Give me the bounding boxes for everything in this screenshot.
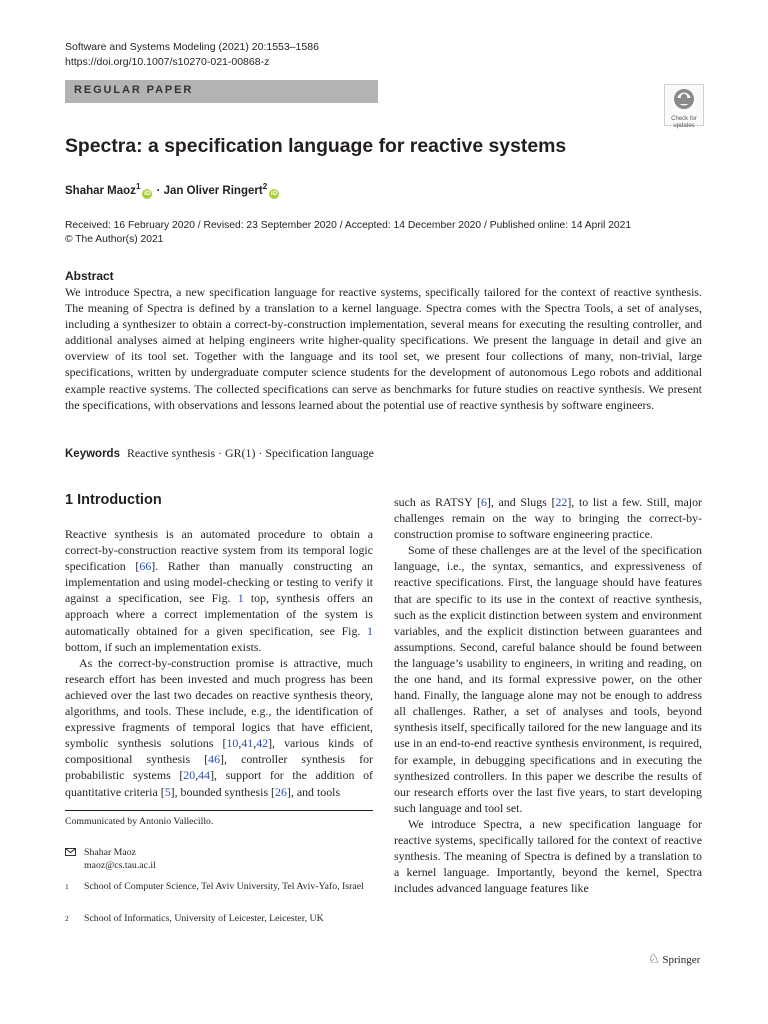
right-column bbox=[394, 494, 702, 896]
communicated-by: Communicated by Antonio Vallecillo. bbox=[65, 816, 214, 827]
check-for-updates-line2: updates bbox=[673, 123, 695, 129]
paragraph: As the correct-by-construction promise is attractive, much research effort has been invested and much progress has been achieved over the last two decades on reactive synthesis theory, algorithms, and tools. These include, e.g., the identification of expressive fragments of temporal logics that have efficient, symbolic synthesis solutions [10,41,42], various kinds of compositional synthesis [46], controller synthesis for probabilistic systems [20,44], support for the addition of quantitative criteria [5], bounded synthesis [26], and tools bbox=[65, 655, 374, 799]
affiliation bbox=[65, 912, 373, 925]
keywords-text: Reactive synthesis · GR(1) · Specification language bbox=[126, 446, 374, 460]
footnote-divider bbox=[65, 810, 373, 811]
author-name: Jan Oliver Ringert bbox=[163, 184, 263, 197]
section-title: Introduction bbox=[77, 492, 162, 508]
paper-title: Spectra: a specification language for reactive systems bbox=[65, 135, 567, 157]
affiliation-number: 2 bbox=[65, 914, 69, 923]
paragraph: Some of these challenges are at the level of the specification language, i.e., the syntax, semantics, and expressiveness of reactive specifications. First, the language should have features that are specific to its use in the context of reactive synthesis, such as the explicit distinction between system and environment variables, and the explicit distinction between guarantees and assumptions. Second, careful balance should be found between the language’s usability to engineers, in writing and reading, on the one hand, and its formal expressive power, on the other hand. Finally, the language alone may not be enough to address all challenges. Rather, a set of analyses and tools, beyond synthesis itself, specifically tailored for the new language and its use in an end-to-end reactive synthesis environment, is required, for example, in debugging specifications and in executing the synthesized controllers. In this paper we describe the results of our research efforts over the last five years, to start developing such language and tool set. bbox=[394, 543, 702, 815]
affiliation-text: School of Informatics, University of Leicester, Leicester, UK bbox=[84, 913, 324, 924]
keywords-label: Keywords bbox=[65, 448, 120, 460]
paragraph: Reactive synthesis is an automated procedure to obtain a correct-by-construction reactive system from its temporal logic specification [66]. Rather than manually constructing an implementation and using model-checking or testing to verify it against a specification, see Fig. 1 top, synthesis offers an approach where a correct implementation of the system is automatically obtained for a given specification, see Fig. 1 bottom, if such an implementation exists. bbox=[65, 527, 373, 654]
citation-link[interactable]: 10 bbox=[226, 736, 239, 751]
publication-dates: Received: 16 February 2020 / Revised: 23 September 2020 / Accepted: 14 December 2020 / Published online: 14 April 2021 bbox=[65, 220, 632, 231]
author-affiliation-mark: 2 bbox=[262, 182, 268, 191]
citation-link[interactable]: 41 bbox=[241, 736, 254, 751]
orcid-icon[interactable]: iD bbox=[270, 189, 278, 197]
affiliation-text: School of Computer Science, Tel Aviv University, Tel Aviv-Yafo, Israel bbox=[84, 881, 364, 892]
keywords-line bbox=[65, 445, 374, 462]
journal-header bbox=[65, 40, 319, 70]
affiliation-number: 1 bbox=[65, 882, 69, 891]
citation-link[interactable]: 6 bbox=[480, 495, 487, 509]
abstract-text: We introduce Spectra, a new specification language for reactive systems, specifically tailored for the context of reactive synthesis. The meaning of Spectra is defined by a translation to a kernel language. Spectra comes with the Spectra Tools, a set of analyses, including a synthesizer to obtain a correct-by-construction implementation, several means for executing the resulting controller, and additional analyses aimed at helping engineers write higher-quality specifications. We present the language in detail and give an overview of its tool set. Together with the language and its tool set, we present four collections of many, non-trivial, large specifications, written by undergraduate computer science students for the development of autonomous Lego robots and additional example reactive systems. The collected specifications can serve as benchmarks for future studies on reactive synthesis. We present the specifications, with observations and lessons learned about the potential use of reactive synthesis by software engineers. bbox=[65, 285, 702, 412]
author-email[interactable]: maoz@cs.tau.ac.il bbox=[84, 860, 156, 872]
citation-link[interactable]: 5 bbox=[164, 784, 171, 799]
abstract-heading: Abstract bbox=[65, 269, 114, 283]
citation-link[interactable]: 22 bbox=[555, 495, 568, 509]
section-number: 1 bbox=[65, 492, 74, 508]
citation-link[interactable]: 26 bbox=[275, 784, 287, 799]
paragraph: such as RATSY [6], and Slugs [22], to list a few. Still, major challenges remain on the way to bringing the correct-by-construction promise to software engineering practice. bbox=[394, 495, 702, 542]
copyright-notice: © The Author(s) 2021 bbox=[65, 234, 164, 245]
citation-link[interactable]: 44 bbox=[198, 768, 211, 783]
doi-link[interactable]: https://doi.org/10.1007/s10270-021-00868-z bbox=[65, 56, 270, 68]
publisher-logo bbox=[648, 952, 700, 967]
author-affiliation-mark: 1 bbox=[135, 182, 141, 191]
check-for-updates-badge[interactable] bbox=[664, 84, 704, 129]
citation-link[interactable]: 1 bbox=[237, 591, 244, 606]
article-type-banner bbox=[65, 80, 378, 103]
paragraph: We introduce Spectra, a new specification language for reactive systems, specifically tailored for the context of reactive synthesis. The meaning of Spectra is defined by a translation to a kernel language. Importantly, beyond the kernel, Spectra includes advanced language features like bbox=[394, 816, 702, 896]
author-name: Shahar Maoz bbox=[65, 184, 136, 197]
publisher-name: Springer bbox=[662, 954, 701, 966]
section-heading bbox=[65, 491, 162, 509]
journal-citation: Software and Systems Modeling (2021) 20:1553–1586 bbox=[65, 41, 319, 53]
citation-link[interactable]: 20 bbox=[183, 768, 196, 783]
corresponding-author bbox=[65, 846, 373, 873]
orcid-icon[interactable]: iD bbox=[144, 189, 151, 197]
citation-link[interactable]: 1 bbox=[367, 623, 373, 638]
article-type-label: REGULAR PAPER bbox=[74, 84, 194, 96]
springer-horse-icon: ♘ bbox=[648, 951, 660, 966]
envelope-icon bbox=[65, 846, 76, 860]
citation-link[interactable]: 46 bbox=[208, 752, 221, 767]
author-name: Shahar Maoz bbox=[84, 847, 136, 858]
author-separator: · bbox=[153, 184, 164, 197]
citation-link[interactable]: 42 bbox=[256, 736, 269, 751]
citation-link[interactable]: 66 bbox=[139, 559, 152, 574]
left-column bbox=[65, 526, 373, 800]
check-for-updates-icon bbox=[673, 88, 695, 110]
author-list bbox=[65, 178, 280, 200]
affiliation bbox=[65, 880, 373, 893]
check-for-updates-line1: Check for bbox=[671, 116, 697, 122]
article-history bbox=[65, 219, 631, 247]
